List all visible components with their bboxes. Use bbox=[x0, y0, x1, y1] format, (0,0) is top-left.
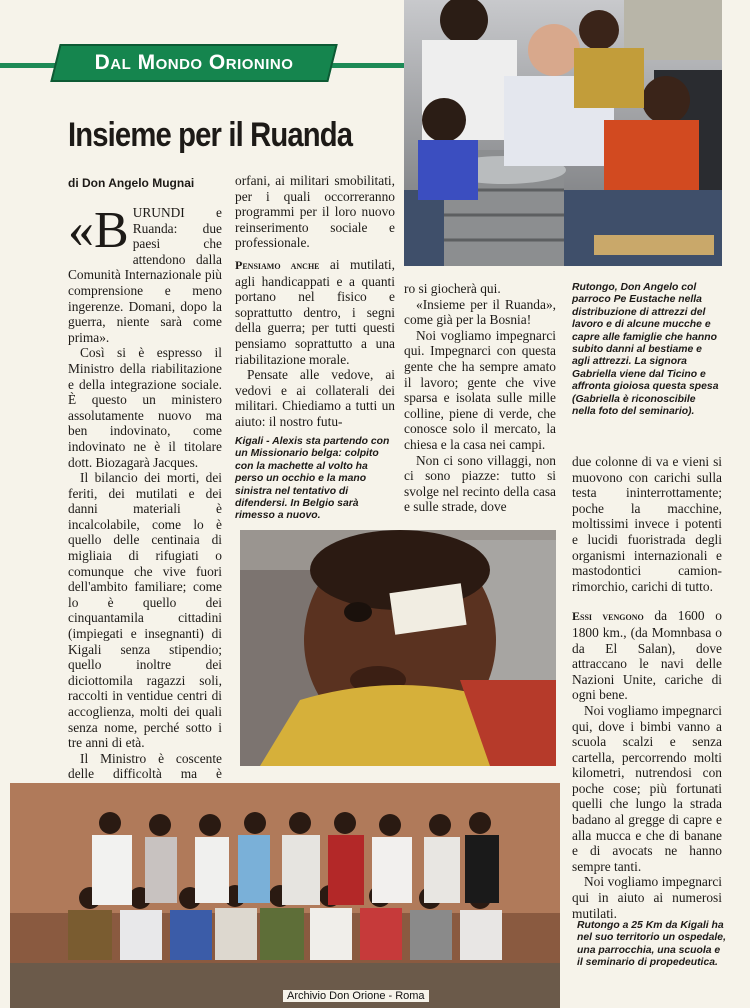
column-2 bbox=[235, 173, 395, 430]
paragraph: Noi vogliamo impegnarci qui in aiuto ai numerosi mutilati. bbox=[572, 874, 722, 921]
paragraph: due colonne di va e vieni si muovono con carichi sulla testa ininterrottamente; poche la macchine, moltissimi invece i potenti e lucidi fuoristrada degli organismi internazionali e mastodontici camion-rimorchio, carichi di tutto. bbox=[572, 454, 722, 594]
paragraph: Così si è espresso il Ministro della riabilitazione e della integrazione sociale. È questo un ministero assolutamente nuovo ma ben indovinato, come indovinato ne è il titolare dott. Biozagarà Jacques. bbox=[68, 345, 222, 470]
paragraph: Il Ministro è coscente delle difficoltà ma è bbox=[68, 750, 222, 782]
paragraph: Pensate alle vedove, ai vedovi e ai collaterali dei militari. Chiediamo a tutti un aiuto: il nostro futu- bbox=[235, 367, 395, 429]
distribution-photo bbox=[404, 0, 722, 266]
section-banner: Dal Mondo Orionino bbox=[50, 44, 337, 82]
paragraph: ro si giocherà qui. bbox=[404, 281, 501, 296]
article-title: Insieme per il Ruanda bbox=[68, 116, 353, 154]
paragraph: «Insieme per il Ruanda», come già per la Bosnia! bbox=[404, 296, 556, 328]
paragraph: Noi vogliamo impegnarci qui, dove i bimbi vanno a scuola scalzi e senza cartella, percorrendo molti kilometri, nutrendosi con poche cose; più fortunati quelli che lungo la strada badano al gregge di capre e alla mucca e che di banane e di avocats ne hanno sempre tanti. bbox=[572, 702, 722, 874]
paragraph: Essi vengono da 1600 o 1800 km., (da Momnbasa o da El Salan), dove attraccano le navi delle Nazioni Unite, cariche di ogni bene. bbox=[572, 608, 722, 703]
byline: di Don Angelo Mugnai bbox=[68, 176, 195, 190]
paragraph: Noi vogliamo impegnarci qui. Impegnarci con questa gente che ha sempre amato il lavoro; gente che vive sparsa e isolata sulle mille colline, piene di verde, che conosce solo il mercato, la chiesa e la casa nei campi. bbox=[404, 327, 556, 452]
drop-cap: «B bbox=[68, 202, 129, 259]
column-1 bbox=[68, 202, 222, 844]
intro-paragraph: «B URUNDI e Ruanda: due paesi che attendono dalla Comunità Internazionale più comprensione e meno ingerenze. Domani, dopo la guerra, niente sarà come prima». bbox=[68, 202, 222, 345]
seminary-group-photo bbox=[10, 783, 560, 1008]
paragraph: Non ci sono villaggi, non ci sono piazze: tutto si svolge nel recinto della casa e sulle strade, dove bbox=[404, 452, 556, 515]
column-3 bbox=[404, 281, 556, 515]
paragraph: orfani, ai militari smobilitati, per i quali occorreranno programmi per il loro nuovo reinserimento sociale e professionale. bbox=[235, 173, 395, 251]
caption-seminary: Rutongo a 25 Km da Kigali ha nel suo territorio un ospedale, una parrocchia, una scuola e il seminario di propedeutica. bbox=[577, 920, 726, 969]
archive-footer: Archivio Don Orione - Roma bbox=[283, 990, 429, 1002]
column-4 bbox=[572, 454, 722, 921]
caption-rutongo: Rutongo, Don Angelo col parroco Pe Eustache nella distribuzione di attrezzi del lavoro e di alcune mucche e capre alle famiglie che hanno subito danni al bestiame e agli attrezzi. La signora Gabriella viene dal Ticino e affronta gioiosa questa spesa (Gabriella è riconoscibile nella foto del seminario). bbox=[572, 282, 719, 418]
child-photo bbox=[240, 530, 556, 766]
paragraph: Pensiamo anche ai mutilati, agli handicappati e a quanti portano nel fisico e soprattutto dentro, i segni della guerra; per tutti questi pensiamo soprattutto a una riabilitazione morale. bbox=[235, 256, 395, 367]
caption-kigali: Kigali - Alexis sta partendo con un Missionario belga: colpito con la machette al volto ha perso un occhio e la mano sinistra nel tentativo di difendersi. In Belgio sarà rimesso a nuovo. bbox=[235, 436, 390, 522]
paragraph: Il bilancio dei morti, dei feriti, dei mutilati e dei danni materiali è incalcolabile, come lo è quello delle centinaia di migliaia di rifugiati o comunque che vive fuori dell'ambito familiare; come lo è quello dei cinquantamila cittadini (impiegati e insegnanti) di Kigali senza stipendio; quello inoltre dei diciottomila ragazzi soli, raccolti in ventidue centri di accoglienza, molti dei quali senza nome, perché sotto i tre anni di età. bbox=[68, 470, 222, 751]
